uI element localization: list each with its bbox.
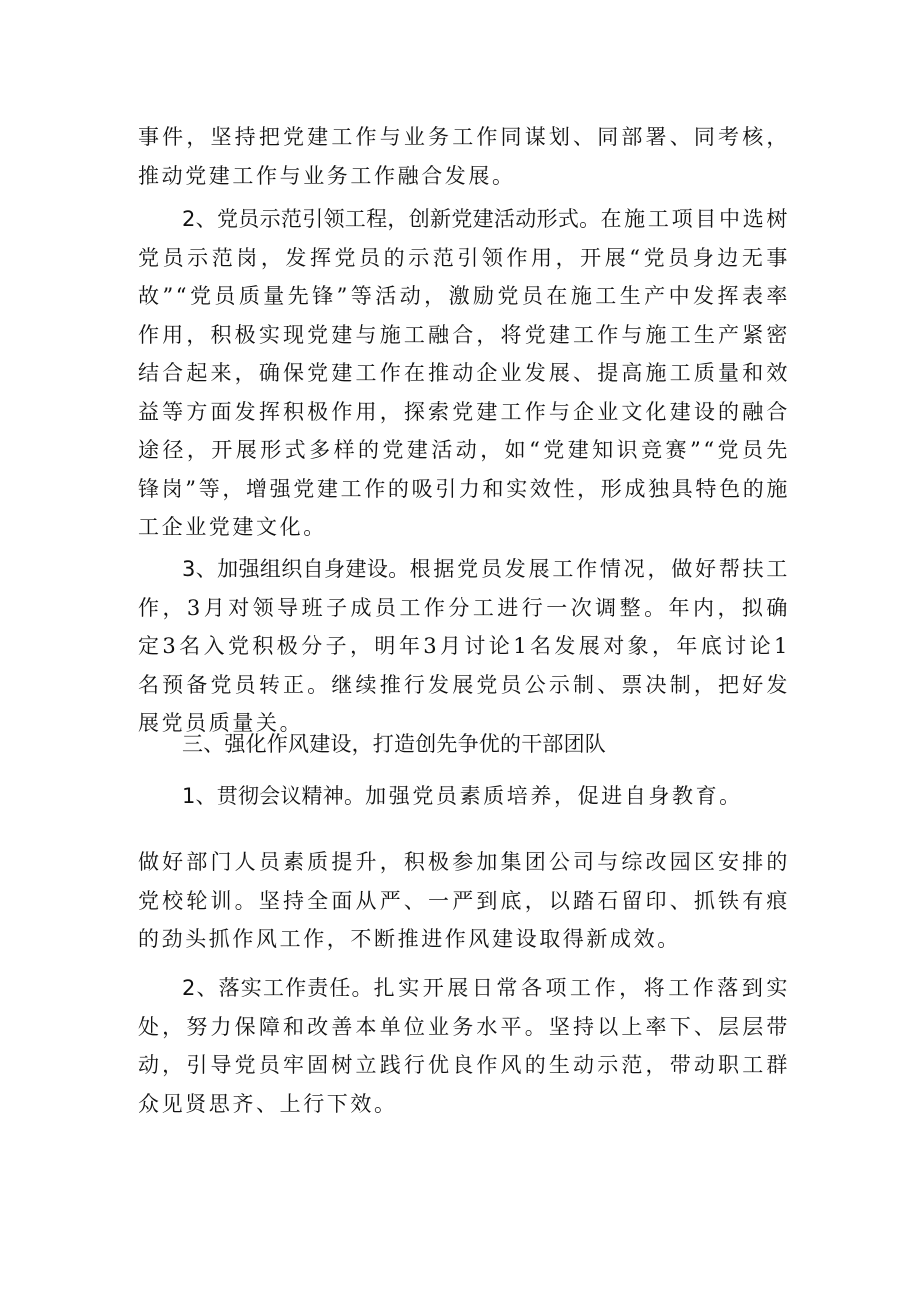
- paragraph-text: 根据党员发展工作情况，做好帮扶工作，3月对领导班子成员工作分工进行一次调整。年内，拟确定3名入党积极分子，明年3月讨论1名发展对象，年底讨论1名预备党员转正。继续推行发展党员公示制、票决制，把好发展党员质量关。: [138, 557, 790, 735]
- paragraph-lead-heading: 2、落实工作责任。: [182, 976, 374, 1000]
- paragraph-meeting-spirit: [138, 777, 790, 816]
- paragraph-text: 加强党员素质培养，促进自身教育。: [365, 784, 743, 808]
- paragraph-lead-heading: 3、加强组织自身建设。: [182, 557, 410, 581]
- paragraph-lead-heading: 1、贯彻会议精神。: [182, 784, 366, 808]
- paragraph-staff-quality-improvement: [138, 843, 790, 959]
- paragraph-text: 在施工项目中选树党员示范岗，发挥党员的示范引领作用，开展“党员身边无事故”“党员质量先锋”等活动，激励党员在施工生产中发挥表率作用，积极实现党建与施工融合，将党建工作与施工生产紧密结合起来，确保党建工作在推动企业发展、提高施工质量和效益等方面发挥积极作用，探索党建工作与企业文化建设的融合途径，开展形式多样的党建活动，如“党建知识竞赛”“党员先锋岗”等，增强党建工作的吸引力和实效性，形成独具特色的施工企业党建文化。: [138, 207, 791, 539]
- paragraph-organization-building: [138, 550, 790, 743]
- paragraph-text: 做好部门人员素质提升，积极参加集团公司与综改园区安排的党校轮训。坚持全面从严、一严到底，以踏石留印、抓铁有痕的劲头抓作风工作，不断推进作风建设取得新成效。: [138, 850, 790, 951]
- paragraph-text: 扎实开展日常各项工作，将工作落到实处，努力保障和改善本单位业务水平。坚持以上率下、层层带动，引导党员牢固树立践行优良作风的生动示范，带动职工群众见贤思齐、上行下效。: [138, 976, 790, 1116]
- paragraph-work-responsibility: [138, 969, 790, 1123]
- section-heading: 三、强化作风建设，打造创先争优的干部团队: [182, 732, 606, 756]
- paragraph-text: 事件，坚持把党建工作与业务工作同谋划、同部署、同考核，推动党建工作与业务工作融合发展。: [138, 125, 790, 188]
- paragraph-party-member-model-project: [138, 200, 790, 547]
- paragraph-lead-heading: 2、党员示范引领工程，创新党建活动形式。: [182, 207, 601, 231]
- paragraph-party-business-integration: [138, 118, 790, 195]
